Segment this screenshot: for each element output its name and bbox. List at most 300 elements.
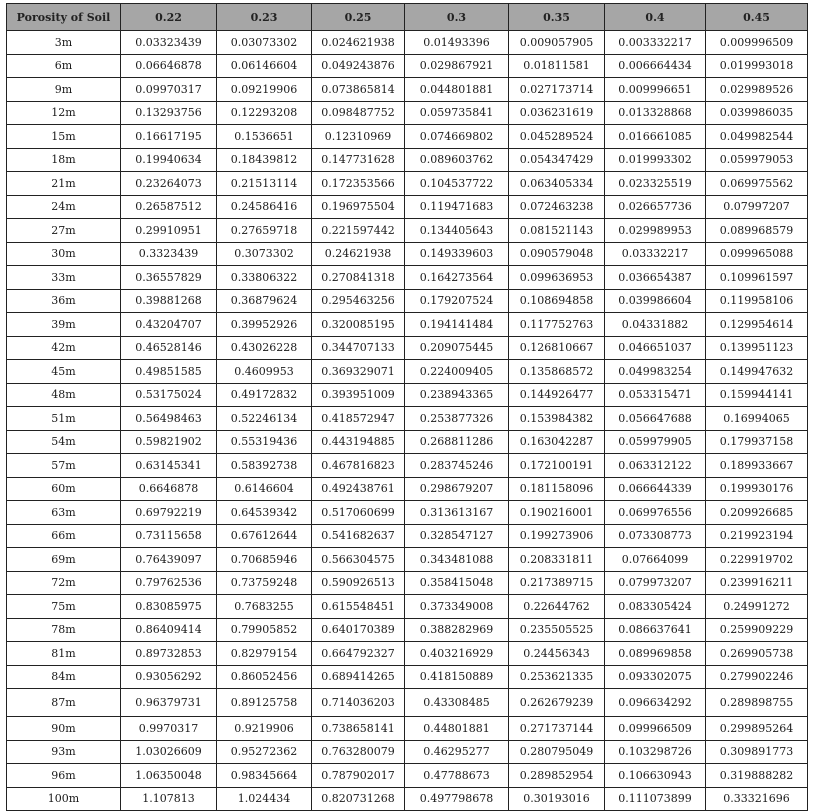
value-cell: 0.43204707 [121,313,217,337]
value-cell: 0.33806322 [217,266,312,290]
value-cell: 0.07997207 [706,195,808,219]
value-cell: 0.39952926 [217,313,312,337]
table-body [7,31,808,811]
value-cell: 0.046651037 [605,336,706,360]
value-cell: 0.163042287 [509,430,605,454]
table-row [7,501,808,525]
value-cell: 0.73759248 [217,571,312,595]
table-row [7,148,808,172]
value-cell: 0.393951009 [312,383,405,407]
table-row [7,717,808,741]
value-cell: 0.209075445 [405,336,509,360]
value-cell: 0.029867921 [405,54,509,78]
value-cell: 0.22644762 [509,595,605,619]
depth-cell: 100m [7,787,121,811]
value-cell: 0.373349008 [405,595,509,619]
value-cell: 0.86052456 [217,665,312,689]
value-cell: 0.059735841 [405,101,509,125]
depth-cell: 90m [7,717,121,741]
value-cell: 0.059979053 [706,148,808,172]
table-row [7,454,808,478]
depth-cell: 3m [7,31,121,55]
value-cell: 0.30193016 [509,787,605,811]
value-cell: 0.056647688 [605,407,706,431]
value-cell: 0.149339603 [405,242,509,266]
depth-cell: 18m [7,148,121,172]
value-cell: 0.104537722 [405,172,509,196]
value-cell: 0.129954614 [706,313,808,337]
value-cell: 0.271737144 [509,717,605,741]
value-cell: 0.24456343 [509,642,605,666]
value-cell: 0.039986035 [706,101,808,125]
value-cell: 0.196975504 [312,195,405,219]
value-cell: 0.63145341 [121,454,217,478]
depth-cell: 66m [7,524,121,548]
value-cell: 0.149947632 [706,360,808,384]
value-cell: 0.640170389 [312,618,405,642]
table-row [7,571,808,595]
table-row [7,219,808,243]
value-cell: 0.16617195 [121,125,217,149]
depth-cell: 54m [7,430,121,454]
value-cell: 0.090579048 [509,242,605,266]
value-cell: 0.58392738 [217,454,312,478]
value-cell: 0.541682637 [312,524,405,548]
value-cell: 0.24586416 [217,195,312,219]
depth-cell: 48m [7,383,121,407]
value-cell: 0.119471683 [405,195,509,219]
value-cell: 0.119958106 [706,289,808,313]
value-cell: 0.13293756 [121,101,217,125]
value-cell: 0.074669802 [405,125,509,149]
table-row [7,477,808,501]
table-row [7,195,808,219]
value-cell: 0.089969858 [605,642,706,666]
value-cell: 0.099636953 [509,266,605,290]
value-cell: 0.03073302 [217,31,312,55]
value-cell: 0.106630943 [605,764,706,788]
value-cell: 0.89125758 [217,689,312,717]
value-cell: 0.36557829 [121,266,217,290]
value-cell: 0.6646878 [121,477,217,501]
porosity-depth-table [6,3,808,811]
value-cell: 0.181158096 [509,477,605,501]
table-row [7,524,808,548]
value-cell: 0.253621335 [509,665,605,689]
value-cell: 0.279902246 [706,665,808,689]
value-cell: 0.738658141 [312,717,405,741]
value-cell: 0.083305424 [605,595,706,619]
value-cell: 0.269905738 [706,642,808,666]
value-cell: 0.388282969 [405,618,509,642]
value-cell: 0.239916211 [706,571,808,595]
value-cell: 0.019993018 [706,54,808,78]
value-cell: 0.024621938 [312,31,405,55]
value-cell: 0.12293208 [217,101,312,125]
table-row [7,266,808,290]
value-cell: 0.67612644 [217,524,312,548]
value-cell: 0.24991272 [706,595,808,619]
value-cell: 0.9970317 [121,717,217,741]
value-cell: 0.21513114 [217,172,312,196]
value-cell: 1.024434 [217,787,312,811]
value-cell: 0.135868572 [509,360,605,384]
value-cell: 0.787902017 [312,764,405,788]
depth-cell: 33m [7,266,121,290]
value-cell: 0.036654387 [605,266,706,290]
value-cell: 0.03323439 [121,31,217,55]
value-cell: 0.7683255 [217,595,312,619]
depth-cell: 84m [7,665,121,689]
value-cell: 0.016661085 [605,125,706,149]
value-cell: 0.044801881 [405,78,509,102]
value-cell: 0.44801881 [405,717,509,741]
value-cell: 0.320085195 [312,313,405,337]
value-cell: 0.019993302 [605,148,706,172]
value-cell: 0.79762536 [121,571,217,595]
value-cell: 0.253877326 [405,407,509,431]
value-cell: 0.3073302 [217,242,312,266]
value-cell: 0.298679207 [405,477,509,501]
value-cell: 0.009057905 [509,31,605,55]
value-cell: 0.96379731 [121,689,217,717]
value-cell: 0.497798678 [405,787,509,811]
depth-cell: 12m [7,101,121,125]
header-porosity-0_4: 0.4 [605,4,706,31]
value-cell: 0.089968579 [706,219,808,243]
value-cell: 0.238943365 [405,383,509,407]
value-cell: 0.82979154 [217,642,312,666]
value-cell: 0.066644339 [605,477,706,501]
depth-cell: 93m [7,740,121,764]
header-porosity-0_45: 0.45 [706,4,808,31]
value-cell: 0.3323439 [121,242,217,266]
value-cell: 0.319888282 [706,764,808,788]
value-cell: 0.111073899 [605,787,706,811]
depth-cell: 60m [7,477,121,501]
table-row [7,360,808,384]
value-cell: 0.328547127 [405,524,509,548]
table-row [7,618,808,642]
value-cell: 0.09219906 [217,78,312,102]
value-cell: 0.172100191 [509,454,605,478]
value-cell: 0.164273564 [405,266,509,290]
value-cell: 0.217389715 [509,571,605,595]
value-cell: 0.280795049 [509,740,605,764]
value-cell: 0.179937158 [706,430,808,454]
value-cell: 0.79905852 [217,618,312,642]
table-row [7,78,808,102]
table-row [7,31,808,55]
value-cell: 0.003332217 [605,31,706,55]
depth-cell: 87m [7,689,121,717]
value-cell: 0.820731268 [312,787,405,811]
value-cell: 0.43026228 [217,336,312,360]
table-row [7,383,808,407]
table-row [7,289,808,313]
value-cell: 0.344707133 [312,336,405,360]
value-cell: 0.259909229 [706,618,808,642]
value-cell: 0.403216929 [405,642,509,666]
value-cell: 0.049982544 [706,125,808,149]
table-row [7,54,808,78]
depth-cell: 45m [7,360,121,384]
value-cell: 0.763280079 [312,740,405,764]
table-row [7,548,808,572]
value-cell: 0.029989526 [706,78,808,102]
depth-cell: 36m [7,289,121,313]
value-cell: 0.053315471 [605,383,706,407]
value-cell: 0.04331882 [605,313,706,337]
value-cell: 1.03026609 [121,740,217,764]
table-row [7,740,808,764]
value-cell: 0.664792327 [312,642,405,666]
value-cell: 0.313613167 [405,501,509,525]
value-cell: 0.063312122 [605,454,706,478]
value-cell: 0.073308773 [605,524,706,548]
value-cell: 0.4609953 [217,360,312,384]
depth-cell: 6m [7,54,121,78]
value-cell: 0.73115658 [121,524,217,548]
value-cell: 0.029989953 [605,219,706,243]
table-row [7,242,808,266]
value-cell: 0.95272362 [217,740,312,764]
value-cell: 0.23264073 [121,172,217,196]
value-cell: 0.069976556 [605,501,706,525]
header-porosity-0_25: 0.25 [312,4,405,31]
value-cell: 0.49851585 [121,360,217,384]
value-cell: 0.03332217 [605,242,706,266]
value-cell: 0.93056292 [121,665,217,689]
header-porosity-of-soil: Porosity of Soil [7,4,121,31]
value-cell: 0.33321696 [706,787,808,811]
value-cell: 0.6146604 [217,477,312,501]
value-cell: 0.283745246 [405,454,509,478]
value-cell: 0.179207524 [405,289,509,313]
value-cell: 0.36879624 [217,289,312,313]
table-row [7,125,808,149]
value-cell: 0.443194885 [312,430,405,454]
depth-cell: 42m [7,336,121,360]
value-cell: 0.096634292 [605,689,706,717]
value-cell: 0.189933667 [706,454,808,478]
value-cell: 0.83085975 [121,595,217,619]
value-cell: 0.098487752 [312,101,405,125]
table-row [7,642,808,666]
value-cell: 0.134405643 [405,219,509,243]
value-cell: 0.56498463 [121,407,217,431]
table-row [7,665,808,689]
value-cell: 0.86409414 [121,618,217,642]
depth-cell: 63m [7,501,121,525]
value-cell: 0.049983254 [605,360,706,384]
value-cell: 0.43308485 [405,689,509,717]
value-cell: 0.144926477 [509,383,605,407]
value-cell: 0.117752763 [509,313,605,337]
value-cell: 0.026657736 [605,195,706,219]
value-cell: 0.099966509 [605,717,706,741]
value-cell: 0.224009405 [405,360,509,384]
value-cell: 0.59821902 [121,430,217,454]
value-cell: 0.009996651 [605,78,706,102]
value-cell: 0.358415048 [405,571,509,595]
value-cell: 0.64539342 [217,501,312,525]
value-cell: 0.072463238 [509,195,605,219]
value-cell: 0.566304575 [312,548,405,572]
value-cell: 0.086637641 [605,618,706,642]
value-cell: 0.027173714 [509,78,605,102]
table-row [7,101,808,125]
value-cell: 0.69792219 [121,501,217,525]
value-cell: 0.70685946 [217,548,312,572]
value-cell: 0.219923194 [706,524,808,548]
value-cell: 0.09970317 [121,78,217,102]
value-cell: 0.268811286 [405,430,509,454]
value-cell: 0.262679239 [509,689,605,717]
value-cell: 0.47788673 [405,764,509,788]
value-cell: 1.06350048 [121,764,217,788]
value-cell: 0.103298726 [605,740,706,764]
value-cell: 0.299895264 [706,717,808,741]
value-cell: 0.01811581 [509,54,605,78]
depth-cell: 39m [7,313,121,337]
depth-cell: 24m [7,195,121,219]
value-cell: 0.159944141 [706,383,808,407]
header-porosity-0_35: 0.35 [509,4,605,31]
value-cell: 0.19940634 [121,148,217,172]
value-cell: 0.492438761 [312,477,405,501]
value-cell: 0.109961597 [706,266,808,290]
value-cell: 0.89732853 [121,642,217,666]
value-cell: 0.209926685 [706,501,808,525]
value-cell: 0.06646878 [121,54,217,78]
table-container [6,3,808,811]
value-cell: 0.229919702 [706,548,808,572]
value-cell: 0.081521143 [509,219,605,243]
value-cell: 0.309891773 [706,740,808,764]
depth-cell: 27m [7,219,121,243]
value-cell: 0.39881268 [121,289,217,313]
table-row [7,313,808,337]
value-cell: 0.063405334 [509,172,605,196]
value-cell: 0.467816823 [312,454,405,478]
table-row [7,336,808,360]
value-cell: 0.139951123 [706,336,808,360]
value-cell: 0.049243876 [312,54,405,78]
value-cell: 0.46528146 [121,336,217,360]
value-cell: 0.517060699 [312,501,405,525]
value-cell: 0.009996509 [706,31,808,55]
value-cell: 0.208331811 [509,548,605,572]
value-cell: 0.221597442 [312,219,405,243]
depth-cell: 51m [7,407,121,431]
table-row [7,787,808,811]
value-cell: 0.24621938 [312,242,405,266]
depth-cell: 69m [7,548,121,572]
value-cell: 0.045289524 [509,125,605,149]
value-cell: 0.9219906 [217,717,312,741]
value-cell: 0.27659718 [217,219,312,243]
value-cell: 0.036231619 [509,101,605,125]
value-cell: 0.06146604 [217,54,312,78]
table-row [7,407,808,431]
value-cell: 0.615548451 [312,595,405,619]
depth-cell: 96m [7,764,121,788]
value-cell: 0.006664434 [605,54,706,78]
value-cell: 0.26587512 [121,195,217,219]
header-row [7,4,808,31]
value-cell: 0.059979905 [605,430,706,454]
depth-cell: 81m [7,642,121,666]
value-cell: 0.29910951 [121,219,217,243]
value-cell: 0.590926513 [312,571,405,595]
value-cell: 0.369329071 [312,360,405,384]
value-cell: 0.714036203 [312,689,405,717]
table-row [7,595,808,619]
value-cell: 0.18439812 [217,148,312,172]
value-cell: 0.054347429 [509,148,605,172]
table-row [7,689,808,717]
depth-cell: 21m [7,172,121,196]
depth-cell: 30m [7,242,121,266]
value-cell: 0.295463256 [312,289,405,313]
value-cell: 0.194141484 [405,313,509,337]
value-cell: 0.289898755 [706,689,808,717]
value-cell: 0.418572947 [312,407,405,431]
header-porosity-0_3: 0.3 [405,4,509,31]
table-row [7,172,808,196]
table-row [7,764,808,788]
value-cell: 1.107813 [121,787,217,811]
value-cell: 0.147731628 [312,148,405,172]
table-row [7,430,808,454]
value-cell: 0.093302075 [605,665,706,689]
value-cell: 0.12310969 [312,125,405,149]
value-cell: 0.1536651 [217,125,312,149]
depth-cell: 72m [7,571,121,595]
value-cell: 0.126810667 [509,336,605,360]
value-cell: 0.199930176 [706,477,808,501]
value-cell: 0.53175024 [121,383,217,407]
value-cell: 0.689414265 [312,665,405,689]
value-cell: 0.153984382 [509,407,605,431]
value-cell: 0.16994065 [706,407,808,431]
value-cell: 0.073865814 [312,78,405,102]
value-cell: 0.190216001 [509,501,605,525]
depth-cell: 78m [7,618,121,642]
value-cell: 0.108694858 [509,289,605,313]
value-cell: 0.343481088 [405,548,509,572]
value-cell: 0.46295277 [405,740,509,764]
value-cell: 0.07664099 [605,548,706,572]
value-cell: 0.079973207 [605,571,706,595]
value-cell: 0.172353566 [312,172,405,196]
value-cell: 0.023325519 [605,172,706,196]
value-cell: 0.49172832 [217,383,312,407]
value-cell: 0.55319436 [217,430,312,454]
depth-cell: 57m [7,454,121,478]
value-cell: 0.199273906 [509,524,605,548]
depth-cell: 9m [7,78,121,102]
value-cell: 0.01493396 [405,31,509,55]
value-cell: 0.98345664 [217,764,312,788]
value-cell: 0.76439097 [121,548,217,572]
value-cell: 0.013328868 [605,101,706,125]
header-porosity-0_23: 0.23 [217,4,312,31]
depth-cell: 15m [7,125,121,149]
depth-cell: 75m [7,595,121,619]
value-cell: 0.235505525 [509,618,605,642]
